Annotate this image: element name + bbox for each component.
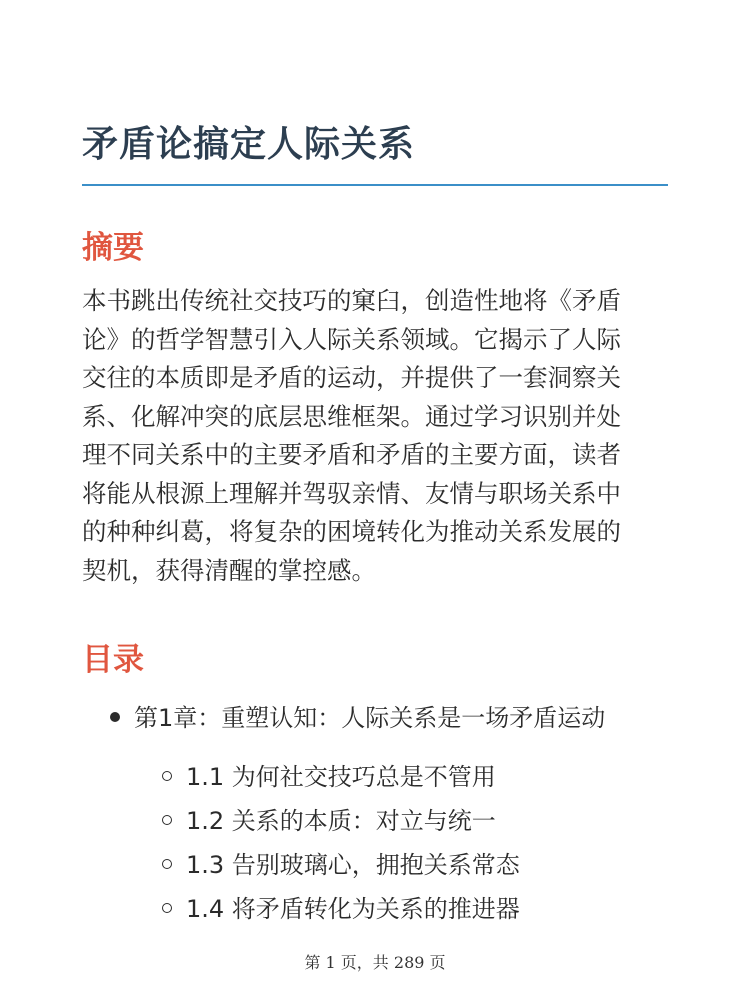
bullet-circle-icon: [162, 815, 172, 825]
toc-section-label: 1.3 告别玻璃心，拥抱关系常态: [186, 851, 520, 879]
toc-section-item[interactable]: [162, 889, 520, 924]
toc-chapter-label: 第1章：重塑认知：人际关系是一场矛盾运动: [134, 704, 606, 732]
toc-section-item[interactable]: [162, 845, 520, 880]
abstract-line: 的种种纠葛，将复杂的困境转化为推动关系发展的: [82, 517, 621, 546]
page-number: 第 1 页，共 289 页: [304, 953, 446, 972]
title-divider: [82, 184, 668, 186]
bullet-circle-icon: [162, 771, 172, 781]
toc-section-item[interactable]: [162, 801, 496, 836]
toc-section-item[interactable]: [162, 757, 496, 792]
abstract-line: 本书跳出传统社交技巧的窠臼，创造性地将《矛盾: [82, 286, 621, 315]
abstract-line: 论》的哲学智慧引入人际关系领域。它揭示了人际: [82, 324, 621, 354]
toc-chapter-item[interactable]: [110, 698, 605, 733]
bullet-circle-icon: [162, 859, 172, 869]
abstract-line: 交往的本质即是矛盾的运动，并提供了一套洞察关: [82, 363, 621, 392]
abstract-line: 契机，获得清醒的掌控感。: [82, 555, 376, 585]
toc-heading: 目录: [82, 642, 144, 678]
abstract-line: 将能从根源上理解并驾驭亲情、友情与职场关系中: [82, 478, 621, 508]
bullet-circle-icon: [162, 903, 172, 913]
abstract-line: 系、化解冲突的底层思维框架。通过学习识别并处: [82, 401, 621, 431]
abstract-line: 理不同关系中的主要矛盾和矛盾的主要方面，读者: [82, 440, 621, 469]
book-title: 矛盾论搞定人际关系: [82, 124, 416, 165]
toc-section-label: 1.4 将矛盾转化为关系的推进器: [186, 895, 520, 923]
toc-section-label: 1.1 为何社交技巧总是不管用: [186, 763, 496, 791]
abstract-text: [82, 282, 670, 590]
toc-section-label: 1.2 关系的本质：对立与统一: [186, 807, 496, 835]
abstract-heading: 摘要: [82, 230, 144, 266]
bullet-disc-icon: [110, 712, 120, 722]
